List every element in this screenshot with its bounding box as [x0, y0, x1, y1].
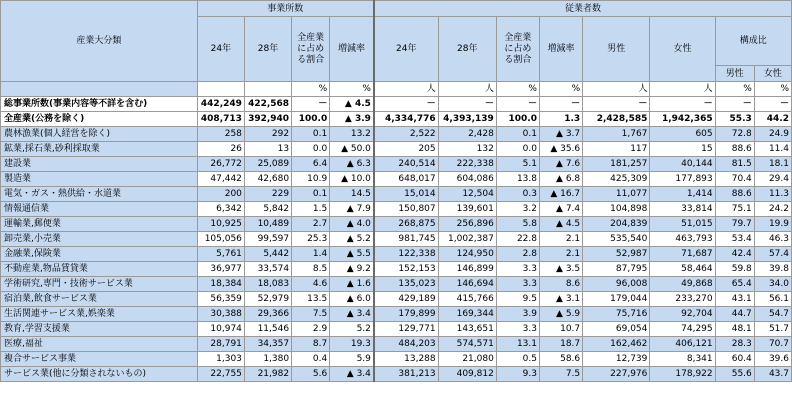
value-cell: 40,144 — [650, 157, 715, 172]
industry-name: 建設業 — [1, 157, 198, 172]
value-cell: 5.8 — [496, 217, 539, 232]
value-cell: ▲ 7.6 — [539, 157, 582, 172]
category-header: 産業大分類 — [1, 1, 198, 82]
composition-header: 構成比 — [715, 17, 791, 66]
value-cell: 88.6 — [715, 142, 754, 157]
unit-cell: 人 — [438, 82, 496, 97]
value-cell: 70.7 — [754, 337, 791, 352]
value-cell: ▲ 5.2 — [330, 232, 374, 247]
value-cell: 258 — [197, 127, 244, 142]
emp-change-header: 増減率 — [539, 17, 582, 82]
table-row — [1, 217, 792, 232]
value-cell: 1,767 — [583, 127, 650, 142]
value-cell: 13.2 — [330, 127, 374, 142]
value-cell: 256,896 — [438, 217, 496, 232]
value-cell: 87,795 — [583, 262, 650, 277]
value-cell: 51.7 — [754, 322, 791, 337]
value-cell: 8.6 — [539, 277, 582, 292]
value-cell: 4,393,139 — [438, 112, 496, 127]
value-cell: 408,713 — [197, 112, 244, 127]
value-cell: 3.3 — [496, 277, 539, 292]
table-row — [1, 247, 792, 262]
table-row — [1, 337, 792, 352]
value-cell: ▲ 50.0 — [330, 142, 374, 157]
value-cell: － — [496, 97, 539, 112]
value-cell: 21,080 — [438, 352, 496, 367]
value-cell: 150,807 — [374, 202, 438, 217]
value-cell: 0.1 — [496, 127, 539, 142]
value-cell: 0.5 — [496, 352, 539, 367]
value-cell: 39.6 — [754, 352, 791, 367]
table-row — [1, 112, 792, 127]
value-cell: 96,008 — [583, 277, 650, 292]
table-row — [1, 277, 792, 292]
industry-name: 不動産業,物品賃貸業 — [1, 262, 198, 277]
est-year28-header: 28年 — [244, 17, 291, 82]
unit-cell: 人 — [650, 82, 715, 97]
value-cell: 18.1 — [754, 157, 791, 172]
value-cell: ▲ 5.9 — [539, 307, 582, 322]
value-cell: 0.3 — [496, 187, 539, 202]
value-cell: ▲ 6.3 — [330, 157, 374, 172]
value-cell: 33,574 — [244, 262, 291, 277]
value-cell: 24.2 — [754, 202, 791, 217]
value-cell: 1,380 — [244, 352, 291, 367]
unit-cell: % — [754, 82, 791, 97]
comp-male-header: 男性 — [715, 66, 754, 82]
value-cell: 28.3 — [715, 337, 754, 352]
table-row — [1, 142, 792, 157]
value-cell: 33,814 — [650, 202, 715, 217]
value-cell: 5,842 — [244, 202, 291, 217]
value-cell: 222,338 — [438, 157, 496, 172]
value-cell: 463,793 — [650, 232, 715, 247]
value-cell: 124,950 — [438, 247, 496, 262]
industry-name: 製造業 — [1, 172, 198, 187]
value-cell: 7.5 — [292, 307, 330, 322]
value-cell: 574,571 — [438, 337, 496, 352]
value-cell: 21,982 — [244, 367, 291, 382]
value-cell: 19.3 — [330, 337, 374, 352]
value-cell: 981,745 — [374, 232, 438, 247]
value-cell: 146,694 — [438, 277, 496, 292]
value-cell: 72.8 — [715, 127, 754, 142]
value-cell: 8.5 — [292, 262, 330, 277]
value-cell: 26 — [197, 142, 244, 157]
value-cell: 15,014 — [374, 187, 438, 202]
value-cell: 13,288 — [374, 352, 438, 367]
value-cell: 442,249 — [197, 97, 244, 112]
value-cell: 143,651 — [438, 322, 496, 337]
value-cell: 69,054 — [583, 322, 650, 337]
value-cell: － — [374, 97, 438, 112]
value-cell: 48.1 — [715, 322, 754, 337]
value-cell: 42,680 — [244, 172, 291, 187]
value-cell: 99,597 — [244, 232, 291, 247]
value-cell: 4.6 — [292, 277, 330, 292]
value-cell: 13 — [244, 142, 291, 157]
value-cell: 59.8 — [715, 262, 754, 277]
industry-name: 農林漁業(個人経営を除く) — [1, 127, 198, 142]
value-cell: 25,089 — [244, 157, 291, 172]
value-cell: 240,514 — [374, 157, 438, 172]
value-cell: 70.4 — [715, 172, 754, 187]
value-cell: 4,334,776 — [374, 112, 438, 127]
table-body — [1, 97, 792, 382]
value-cell: ▲ 5.5 — [330, 247, 374, 262]
value-cell: 422,568 — [244, 97, 291, 112]
value-cell: 10.9 — [292, 172, 330, 187]
value-cell: ▲ 3.7 — [539, 127, 582, 142]
industry-name: 金融業,保険業 — [1, 247, 198, 262]
value-cell: 8,341 — [650, 352, 715, 367]
value-cell: 92,704 — [650, 307, 715, 322]
value-cell: 43.7 — [754, 367, 791, 382]
value-cell: 65.4 — [715, 277, 754, 292]
value-cell: 162,462 — [583, 337, 650, 352]
value-cell: － — [715, 97, 754, 112]
table-row — [1, 172, 792, 187]
value-cell: 51,015 — [650, 217, 715, 232]
value-cell: 2.1 — [539, 247, 582, 262]
value-cell: 2,428,585 — [583, 112, 650, 127]
value-cell: 18,384 — [197, 277, 244, 292]
table-row — [1, 157, 792, 172]
value-cell: 54.7 — [754, 307, 791, 322]
female-header: 女性 — [650, 17, 715, 82]
value-cell: ▲ 3.4 — [330, 307, 374, 322]
value-cell: 200 — [197, 187, 244, 202]
value-cell: － — [650, 97, 715, 112]
value-cell: － — [583, 97, 650, 112]
value-cell: 100.0 — [496, 112, 539, 127]
table-row — [1, 322, 792, 337]
male-header: 男性 — [583, 17, 650, 82]
value-cell: ▲ 4.0 — [330, 217, 374, 232]
industry-name: 医療,福祉 — [1, 337, 198, 352]
industry-name: 総事業所数(事業内容等不詳を含む) — [1, 97, 198, 112]
value-cell: － — [539, 97, 582, 112]
comp-female-header: 女性 — [754, 66, 791, 82]
value-cell: ▲ 16.7 — [539, 187, 582, 202]
value-cell: 648,017 — [374, 172, 438, 187]
value-cell: 11,546 — [244, 322, 291, 337]
unit-cell: % — [715, 82, 754, 97]
est-share-header: 全産業 に占め る割合 — [292, 17, 330, 82]
est-year24-header: 24年 — [197, 17, 244, 82]
table-row — [1, 367, 792, 382]
value-cell: 2.9 — [292, 322, 330, 337]
value-cell: 9.3 — [496, 367, 539, 382]
industry-name: 教育,学習支援業 — [1, 322, 198, 337]
industry-name: 卸売業,小売業 — [1, 232, 198, 247]
value-cell: ▲ 4.5 — [330, 97, 374, 112]
value-cell: 1,303 — [197, 352, 244, 367]
value-cell: 132 — [438, 142, 496, 157]
value-cell: 7.5 — [539, 367, 582, 382]
value-cell: 135,023 — [374, 277, 438, 292]
value-cell: 3.9 — [496, 307, 539, 322]
value-cell: 8.7 — [292, 337, 330, 352]
value-cell: 18,083 — [244, 277, 291, 292]
table-row — [1, 352, 792, 367]
value-cell: ▲ 6.0 — [330, 292, 374, 307]
value-cell: 146,899 — [438, 262, 496, 277]
industry-name: 情報通信業 — [1, 202, 198, 217]
value-cell: 6,342 — [197, 202, 244, 217]
unit-cell: 人 — [374, 82, 438, 97]
value-cell: 44.7 — [715, 307, 754, 322]
establishments-header: 事業所数 — [197, 1, 374, 17]
value-cell: 152,153 — [374, 262, 438, 277]
value-cell: 19.9 — [754, 217, 791, 232]
value-cell: 604,086 — [438, 172, 496, 187]
value-cell: 5.9 — [330, 352, 374, 367]
value-cell: 58,464 — [650, 262, 715, 277]
unit-row-label — [1, 82, 198, 97]
industry-name: 宿泊業,飲食サービス業 — [1, 292, 198, 307]
value-cell: ▲ 9.2 — [330, 262, 374, 277]
value-cell: ▲ 1.6 — [330, 277, 374, 292]
value-cell: 1.5 — [292, 202, 330, 217]
value-cell: 75.1 — [715, 202, 754, 217]
table-row — [1, 97, 792, 112]
value-cell: 139,601 — [438, 202, 496, 217]
value-cell: 227,976 — [583, 367, 650, 382]
value-cell: 39.8 — [754, 262, 791, 277]
value-cell: 9.5 — [496, 292, 539, 307]
value-cell: 0.0 — [496, 142, 539, 157]
value-cell: ▲ 3.5 — [539, 262, 582, 277]
value-cell: 122,338 — [374, 247, 438, 262]
value-cell: 22.8 — [496, 232, 539, 247]
value-cell: 13.1 — [496, 337, 539, 352]
value-cell: 11.3 — [754, 187, 791, 202]
value-cell: － — [754, 97, 791, 112]
value-cell: 34,357 — [244, 337, 291, 352]
value-cell: 2,522 — [374, 127, 438, 142]
industry-name: 複合サービス事業 — [1, 352, 198, 367]
value-cell: 429,189 — [374, 292, 438, 307]
value-cell: 79.7 — [715, 217, 754, 232]
value-cell: 29,366 — [244, 307, 291, 322]
value-cell: ▲ 7.9 — [330, 202, 374, 217]
unit-cell: % — [496, 82, 539, 97]
value-cell: 28,791 — [197, 337, 244, 352]
emp-share-header: 全産業 に占め る割合 — [496, 17, 539, 82]
value-cell: 179,044 — [583, 292, 650, 307]
value-cell: 15 — [650, 142, 715, 157]
value-cell: 129,771 — [374, 322, 438, 337]
value-cell: 36,977 — [197, 262, 244, 277]
value-cell: 46.3 — [754, 232, 791, 247]
value-cell: 5.6 — [292, 367, 330, 382]
value-cell: 29.4 — [754, 172, 791, 187]
value-cell: 47,442 — [197, 172, 244, 187]
value-cell: 55.6 — [715, 367, 754, 382]
value-cell: 81.5 — [715, 157, 754, 172]
value-cell: 178,922 — [650, 367, 715, 382]
value-cell: 52,979 — [244, 292, 291, 307]
value-cell: 425,309 — [583, 172, 650, 187]
table-row — [1, 262, 792, 277]
value-cell: 177,893 — [650, 172, 715, 187]
industry-name: サービス業(他に分類されないもの) — [1, 367, 198, 382]
value-cell: 53.4 — [715, 232, 754, 247]
unit-row — [1, 82, 792, 97]
table-row — [1, 127, 792, 142]
value-cell: 12,504 — [438, 187, 496, 202]
industry-name: 電気・ガス・熱供給・水道業 — [1, 187, 198, 202]
table-row — [1, 202, 792, 217]
unit-cell: 人 — [583, 82, 650, 97]
value-cell: － — [438, 97, 496, 112]
value-cell: 10,925 — [197, 217, 244, 232]
unit-cell — [197, 82, 244, 97]
value-cell: 22,755 — [197, 367, 244, 382]
value-cell: 5,761 — [197, 247, 244, 262]
value-cell: 24.9 — [754, 127, 791, 142]
emp-year24-header: 24年 — [374, 17, 438, 82]
value-cell: 11.4 — [754, 142, 791, 157]
value-cell: 5.2 — [330, 322, 374, 337]
value-cell: 44.2 — [754, 112, 791, 127]
table-row — [1, 292, 792, 307]
value-cell: 2.1 — [539, 232, 582, 247]
value-cell: 100.0 — [292, 112, 330, 127]
value-cell: 75,716 — [583, 307, 650, 322]
value-cell: ▲ 35.6 — [539, 142, 582, 157]
value-cell: 5.1 — [496, 157, 539, 172]
value-cell: 18.7 — [539, 337, 582, 352]
est-change-header: 増減率 — [330, 17, 374, 82]
value-cell: 1,002,387 — [438, 232, 496, 247]
value-cell: 409,812 — [438, 367, 496, 382]
value-cell: ▲ 4.5 — [539, 217, 582, 232]
value-cell: 25.3 — [292, 232, 330, 247]
value-cell: 229 — [244, 187, 291, 202]
value-cell: 10.7 — [539, 322, 582, 337]
value-cell: 204,839 — [583, 217, 650, 232]
value-cell: 30,388 — [197, 307, 244, 322]
value-cell: 3.3 — [496, 322, 539, 337]
value-cell: 42.4 — [715, 247, 754, 262]
unit-cell: % — [292, 82, 330, 97]
value-cell: 181,257 — [583, 157, 650, 172]
unit-cell: % — [539, 82, 582, 97]
value-cell: 381,213 — [374, 367, 438, 382]
value-cell: 43.1 — [715, 292, 754, 307]
value-cell: 0.1 — [292, 187, 330, 202]
value-cell: 12,739 — [583, 352, 650, 367]
value-cell: 13.8 — [496, 172, 539, 187]
value-cell: 104,898 — [583, 202, 650, 217]
industry-name: 全産業(公務を除く) — [1, 112, 198, 127]
value-cell: 34.0 — [754, 277, 791, 292]
value-cell: 11,077 — [583, 187, 650, 202]
value-cell: 10,974 — [197, 322, 244, 337]
value-cell: 117 — [583, 142, 650, 157]
value-cell: 1,414 — [650, 187, 715, 202]
value-cell: 415,766 — [438, 292, 496, 307]
value-cell: 535,540 — [583, 232, 650, 247]
value-cell: 6.4 — [292, 157, 330, 172]
value-cell: 74,295 — [650, 322, 715, 337]
value-cell: 3.3 — [496, 262, 539, 277]
value-cell: 88.6 — [715, 187, 754, 202]
value-cell: 56,359 — [197, 292, 244, 307]
value-cell: 3.2 — [496, 202, 539, 217]
value-cell: 292 — [244, 127, 291, 142]
value-cell: 26,772 — [197, 157, 244, 172]
value-cell: 2.8 — [496, 247, 539, 262]
industry-name: 運輸業,郵便業 — [1, 217, 198, 232]
emp-year28-header: 28年 — [438, 17, 496, 82]
value-cell: 60.4 — [715, 352, 754, 367]
value-cell: 484,203 — [374, 337, 438, 352]
value-cell: 57.4 — [754, 247, 791, 262]
value-cell: 2,428 — [438, 127, 496, 142]
value-cell: 0.0 — [292, 142, 330, 157]
industry-name: 生活関連サービス業,娯楽業 — [1, 307, 198, 322]
value-cell: 2.7 — [292, 217, 330, 232]
value-cell: 55.3 — [715, 112, 754, 127]
value-cell: 605 — [650, 127, 715, 142]
value-cell: 71,687 — [650, 247, 715, 262]
industry-name: 学術研究,専門・技術サービス業 — [1, 277, 198, 292]
value-cell: ▲ 3.1 — [539, 292, 582, 307]
value-cell: 52,987 — [583, 247, 650, 262]
value-cell: 5,442 — [244, 247, 291, 262]
value-cell: 58.6 — [539, 352, 582, 367]
value-cell: ▲ 3.9 — [330, 112, 374, 127]
value-cell: 0.4 — [292, 352, 330, 367]
value-cell: ▲ 10.0 — [330, 172, 374, 187]
value-cell: 169,344 — [438, 307, 496, 322]
table-row — [1, 307, 792, 322]
value-cell: 392,940 — [244, 112, 291, 127]
value-cell: 1,942,365 — [650, 112, 715, 127]
table-row — [1, 232, 792, 247]
value-cell: ▲ 3.4 — [330, 367, 374, 382]
value-cell: 105,056 — [197, 232, 244, 247]
value-cell: 406,121 — [650, 337, 715, 352]
value-cell: 1.3 — [539, 112, 582, 127]
employees-header: 従業者数 — [374, 1, 792, 17]
table-row — [1, 187, 792, 202]
unit-cell — [244, 82, 291, 97]
value-cell: 179,899 — [374, 307, 438, 322]
value-cell: 0.1 — [292, 127, 330, 142]
value-cell: 1.4 — [292, 247, 330, 262]
unit-cell: % — [330, 82, 374, 97]
value-cell: － — [292, 97, 330, 112]
value-cell: 56.1 — [754, 292, 791, 307]
value-cell: ▲ 7.4 — [539, 202, 582, 217]
value-cell: 268,875 — [374, 217, 438, 232]
value-cell: 205 — [374, 142, 438, 157]
value-cell: 14.5 — [330, 187, 374, 202]
value-cell: ▲ 6.8 — [539, 172, 582, 187]
value-cell: 10,489 — [244, 217, 291, 232]
value-cell: 233,270 — [650, 292, 715, 307]
value-cell: 49,868 — [650, 277, 715, 292]
value-cell: 13.5 — [292, 292, 330, 307]
industry-name: 鉱業,採石業,砂利採取業 — [1, 142, 198, 157]
